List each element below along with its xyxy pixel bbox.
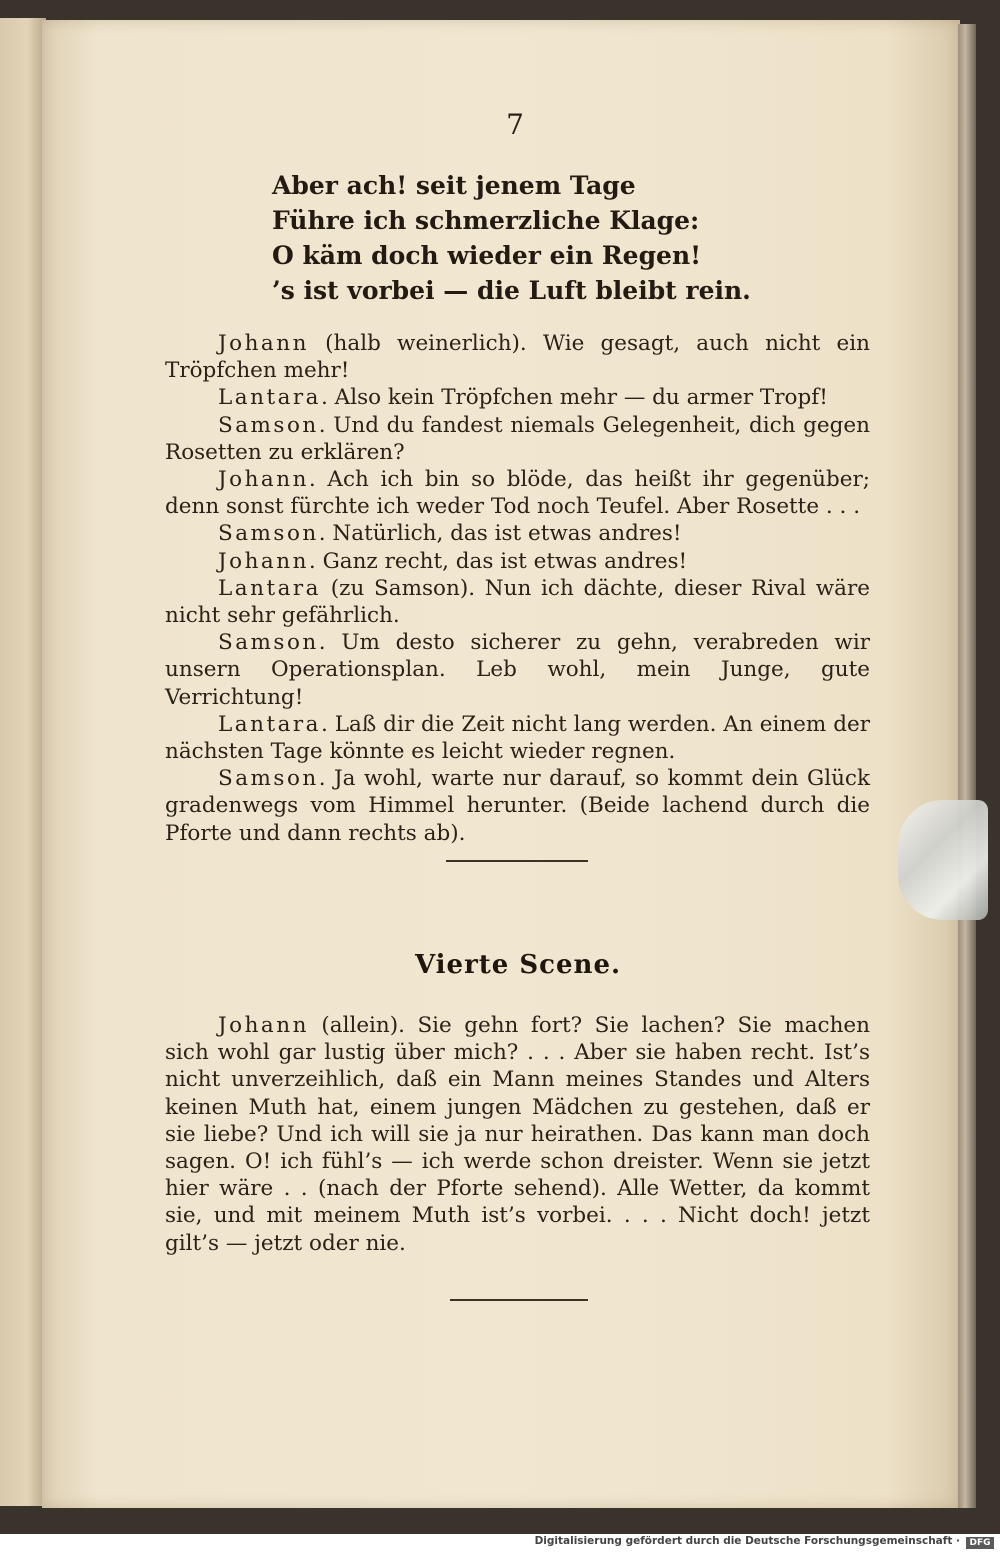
speaker-name: Lantara (218, 385, 321, 411)
speaker-name: Samson (218, 766, 319, 792)
dfg-logo: DFG (966, 1537, 994, 1549)
speaker-name: Johann (218, 467, 309, 493)
speaker-name: Samson (218, 521, 319, 547)
dialogue-text: . Ganz recht, das ist etwas andres! (308, 548, 688, 574)
dialogue-paragraph (165, 466, 870, 520)
dialogue-block (165, 330, 870, 847)
speaker-name: Samson (218, 630, 319, 656)
page-number: 7 (506, 108, 524, 141)
speaker-name: Lantara (218, 575, 321, 601)
dialogue-paragraph (165, 711, 870, 765)
footer-credit: Digitalisierung gefördert durch die Deutsche Forschungsgemeinschaft · (534, 1535, 960, 1547)
scene-heading: Vierte Scene. (414, 950, 622, 980)
dialogue-text: . Und du fandest niemals Gelegenheit, dich gegen Rosetten zu erklären? (165, 412, 870, 465)
dialogue-text: . Also kein Tröpfchen mehr — du armer Tropf! (321, 385, 828, 411)
dialogue-paragraph (165, 412, 870, 466)
speaker-name: Lantara (218, 711, 321, 737)
digitization-footer (0, 1534, 1000, 1552)
verse-line: O käm doch wieder ein Regen! (272, 241, 702, 270)
dialogue-paragraph (165, 384, 870, 411)
dialogue-text: (zu Samson). Nun ich dächte, dieser Rival wäre nicht sehr gefährlich. (165, 575, 870, 629)
dialogue-text: . Ja wohl, warte nur darauf, so kommt dein Glück gradenwegs vom Himmel herunter. (Beide lachend durch die Pforte und dann rechts ab). (165, 766, 870, 846)
dialogue-paragraph (165, 520, 870, 547)
dialogue-text: . Um desto sicherer zu gehn, verabreden wir unsern Operationsplan. Leb wohl, mein Junge, gute Verrichtung! (165, 630, 870, 710)
monologue-block (165, 1012, 870, 1257)
dialogue-paragraph (165, 548, 870, 575)
dialogue-text: . Laß dir die Zeit nicht lang werden. An einem der nächsten Tage könnte es leicht wieder regnen. (165, 711, 870, 765)
speaker-name: Samson (218, 412, 319, 438)
section-divider (450, 1299, 588, 1301)
speaker-name: Johann (218, 1013, 309, 1038)
facing-page-edge (0, 18, 46, 1506)
dialogue-paragraph (165, 629, 870, 711)
page-holder-clip (898, 800, 988, 920)
section-divider (446, 860, 588, 862)
verse-line: Führe ich schmerzliche Klage: (272, 206, 700, 235)
dialogue-text: . Natürlich, das ist etwas andres! (318, 521, 682, 547)
monologue-paragraph (165, 1012, 870, 1257)
speaker-name: Johann (218, 331, 309, 356)
dialogue-text: (halb weinerlich). Wie gesagt, auch nicht ein Tröpfchen mehr! (165, 331, 870, 384)
dialogue-paragraph (165, 330, 870, 384)
dialogue-text: . Ach ich bin so blöde, das heißt ihr gegenüber; denn sonst fürchte ich weder Tod noch Teufel. Aber Rosette . . . (165, 467, 870, 520)
monologue-text: (allein). Sie gehn fort? Sie lachen? Sie machen sich wohl gar lustig über mich? . . . Aber sie haben recht. Ist’s nicht unverzeihlich, daß ein Mann meines Standes und Alters keinen Muth hat, einem jungen Mädchen zu gestehen, daß er sie liebe? Und ich will sie ja nur heirathen. Das kann man doch sagen. O! ich fühl’s — ich werde schon dreister. Wenn sie jetzt hier wäre . . (nach der Pforte sehend). Alle Wetter, da kommt sie, und mit meinem Muth ist’s vorbei. . . . Nicht doch! jetzt gilt’s — jetzt oder nie. (165, 1013, 870, 1256)
dialogue-paragraph (165, 765, 870, 847)
speaker-name: Johann (218, 548, 309, 574)
dialogue-paragraph (165, 575, 870, 629)
verse-line: ’s ist vorbei — die Luft bleibt rein. (272, 276, 751, 305)
page-stack-edge (958, 24, 976, 1508)
verse-line: Aber ach! seit jenem Tage (272, 171, 636, 200)
verse-block (272, 168, 772, 308)
